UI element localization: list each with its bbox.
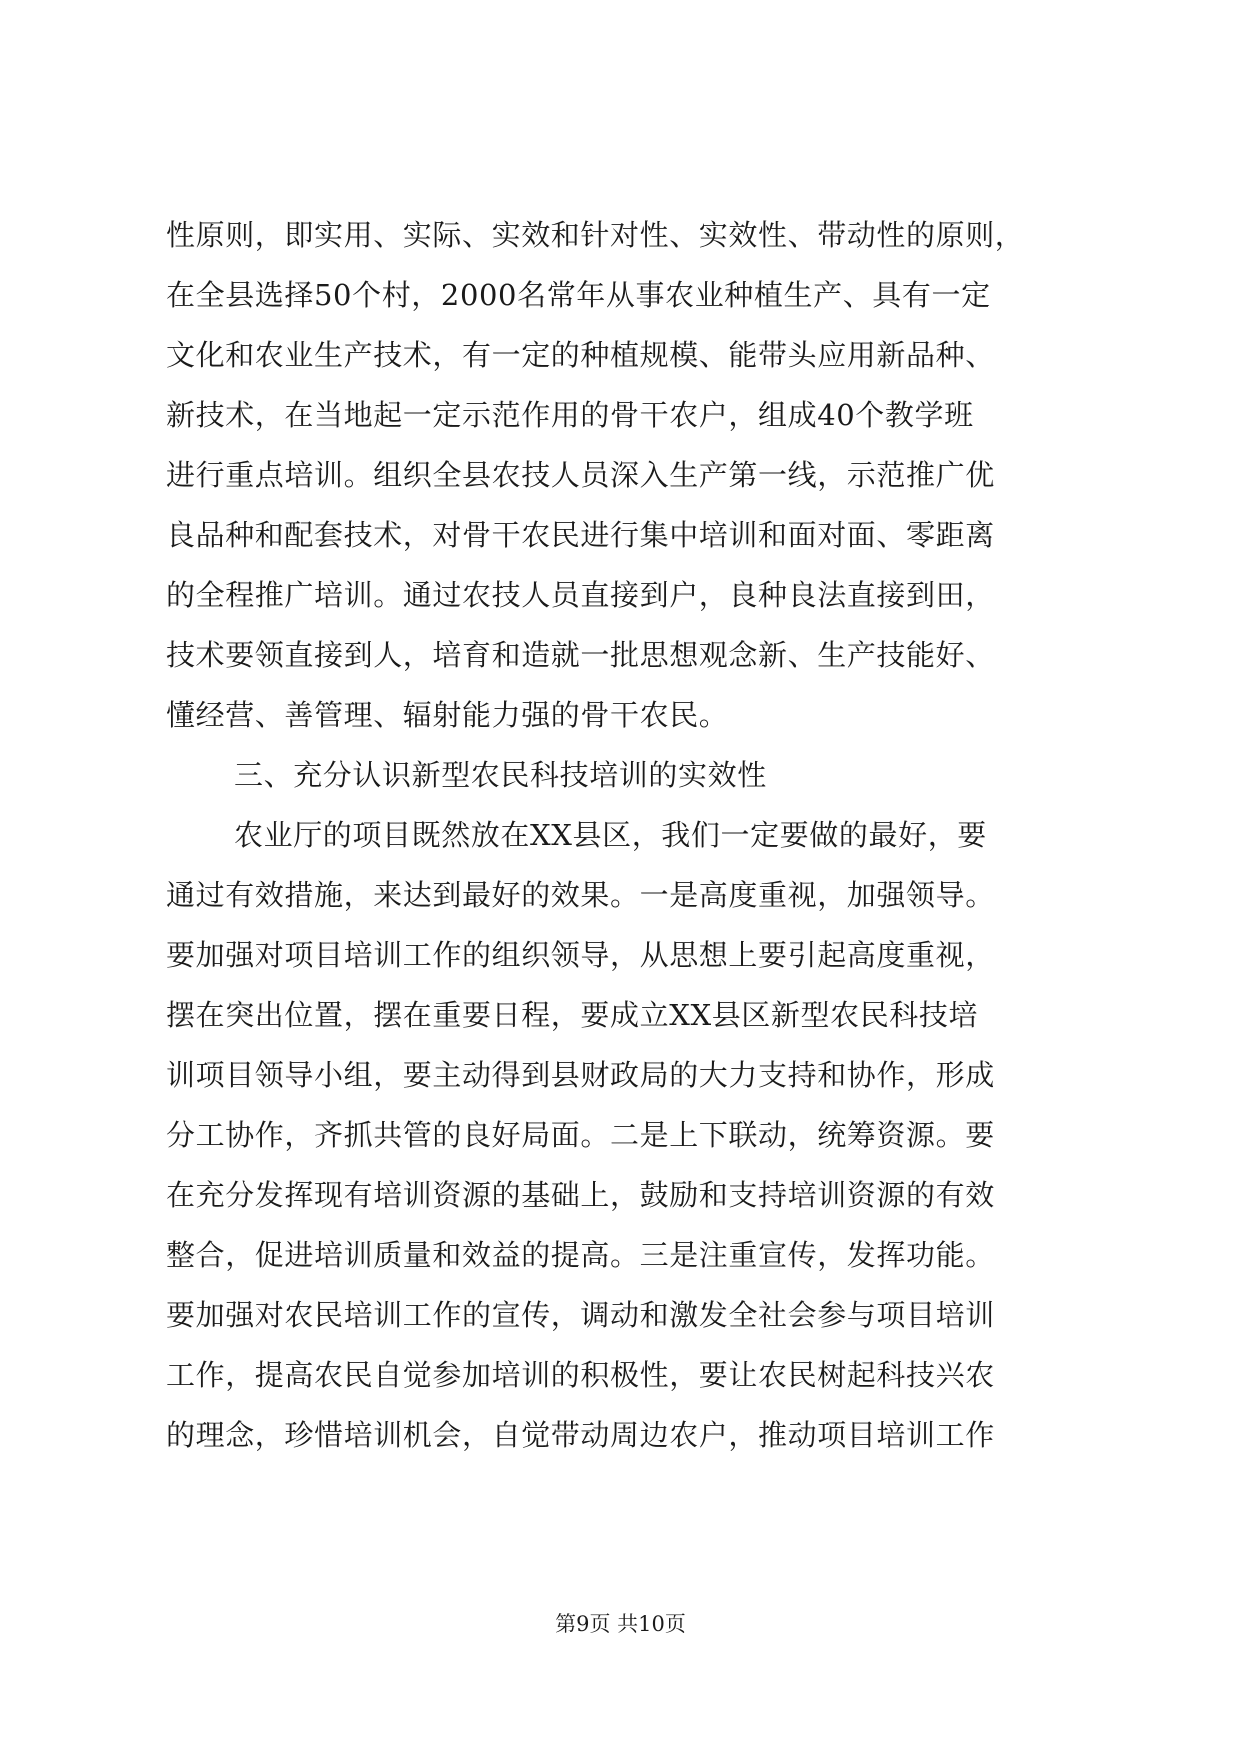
text-line: 工作，提高农民自觉参加培训的积极性，要让农民树起科技兴农 bbox=[166, 1358, 995, 1392]
paragraph-first-line: 农业厅的项目既然放在XX县区，我们一定要做的最好，要 bbox=[234, 818, 987, 852]
page-footer: 第9页 共10页 bbox=[555, 1612, 686, 1636]
text-line: 要加强对项目培训工作的组织领导，从思想上要引起高度重视， bbox=[166, 938, 995, 972]
text-line: 整合，促进培训质量和效益的提高。三是注重宣传，发挥功能。 bbox=[166, 1238, 995, 1272]
text-line: 新技术，在当地起一定示范作用的骨干农户，组成40个教学班 bbox=[166, 398, 974, 432]
text-line: 在充分发挥现有培训资源的基础上，鼓励和支持培训资源的有效 bbox=[166, 1178, 995, 1212]
body-text bbox=[166, 205, 1086, 1465]
text-line: 通过有效措施，来达到最好的效果。一是高度重视，加强领导。 bbox=[166, 878, 995, 912]
section-heading: 三、充分认识新型农民科技培训的实效性 bbox=[234, 758, 767, 792]
text-line: 进行重点培训。组织全县农技人员深入生产第一线，示范推广优 bbox=[166, 458, 995, 492]
text-line: 分工协作，齐抓共管的良好局面。二是上下联动，统筹资源。要 bbox=[166, 1118, 995, 1152]
text-line: 的理念，珍惜培训机会，自觉带动周边农户，推动项目培训工作 bbox=[166, 1418, 995, 1452]
text-line: 懂经营、善管理、辐射能力强的骨干农民。 bbox=[166, 698, 729, 732]
text-line: 性原则，即实用、实际、实效和针对性、实效性、带动性的原则， bbox=[166, 218, 1025, 252]
text-line: 的全程推广培训。通过农技人员直接到户，良种良法直接到田， bbox=[166, 578, 995, 612]
text-line: 良品种和配套技术，对骨干农民进行集中培训和面对面、零距离 bbox=[166, 518, 995, 552]
text-line: 训项目领导小组，要主动得到县财政局的大力支持和协作，形成 bbox=[166, 1058, 995, 1092]
text-line: 技术要领直接到人，培育和造就一批思想观念新、生产技能好、 bbox=[166, 638, 995, 672]
text-line: 在全县选择50个村，2000名常年从事农业种植生产、具有一定 bbox=[166, 278, 991, 312]
text-line: 要加强对农民培训工作的宣传，调动和激发全社会参与项目培训 bbox=[166, 1298, 995, 1332]
text-line: 文化和农业生产技术，有一定的种植规模、能带头应用新品种、 bbox=[166, 338, 995, 372]
text-line: 摆在突出位置，摆在重要日程，要成立XX县区新型农民科技培 bbox=[166, 998, 979, 1032]
